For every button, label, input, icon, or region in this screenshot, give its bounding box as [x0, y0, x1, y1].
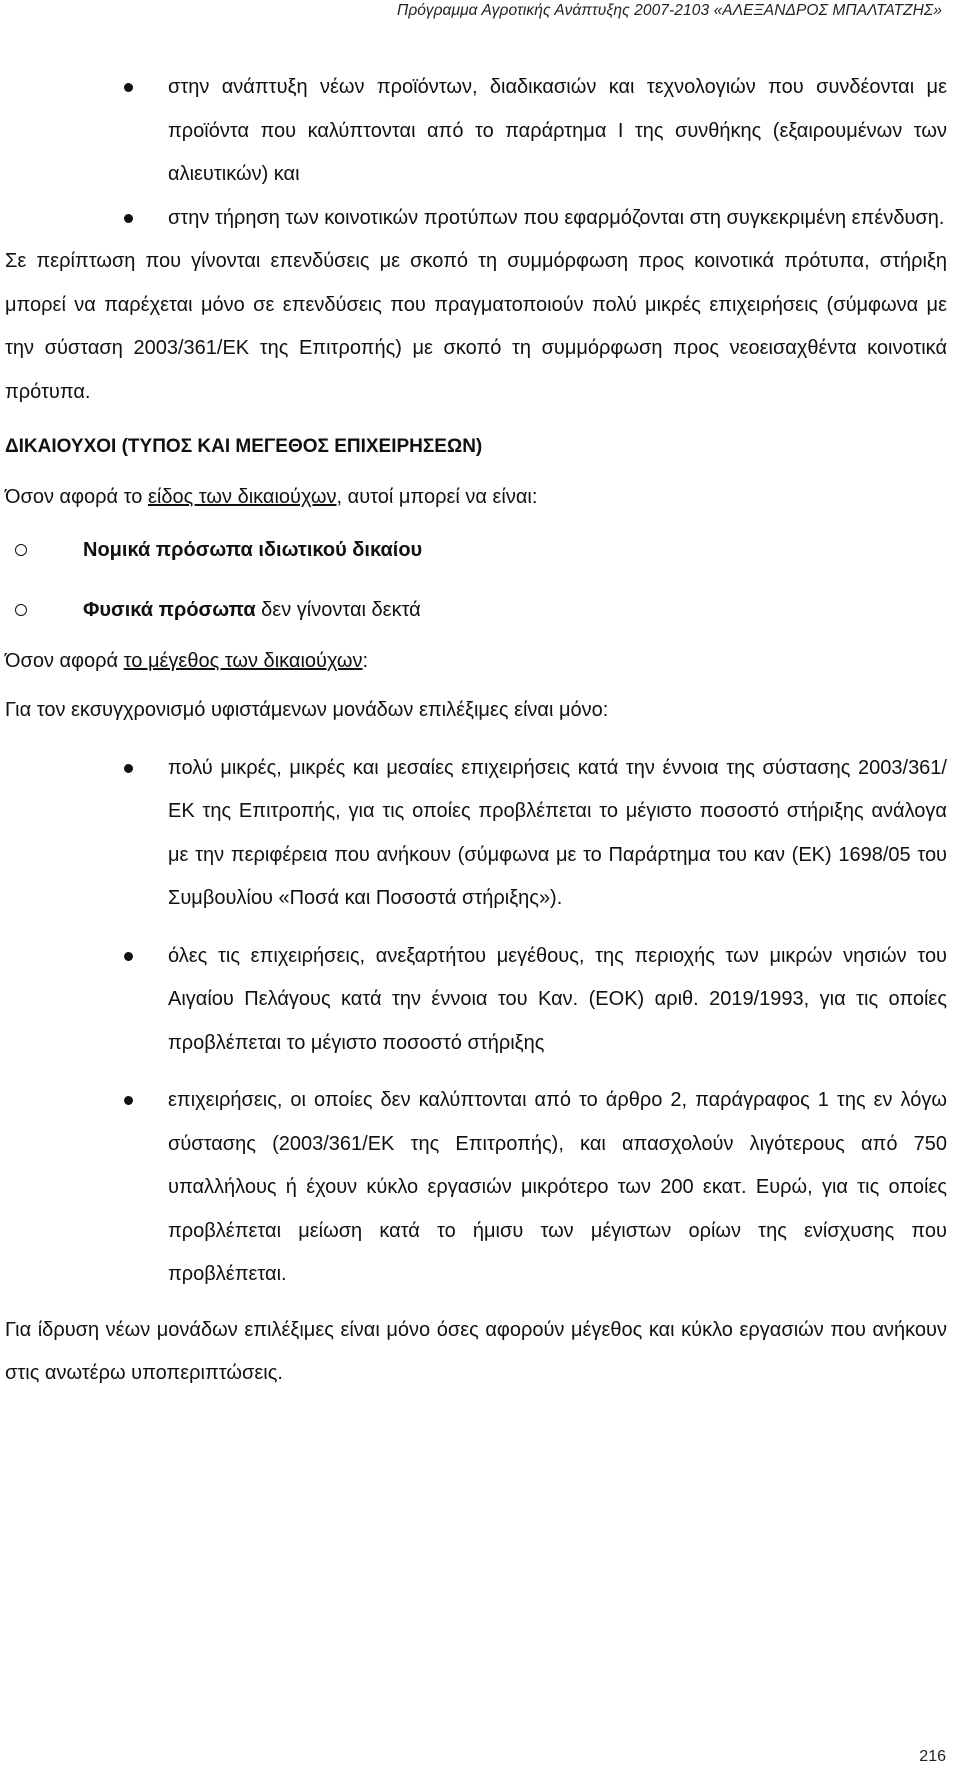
circle-bullet-icon: [15, 544, 27, 556]
bullet-icon: [124, 952, 133, 961]
intro-prefix: Όσον αφορά: [5, 649, 124, 672]
intro-suffix: , αυτοί μπορεί να είναι:: [336, 486, 538, 508]
list-item-text: στην ανάπτυξη νέων προϊόντων, διαδικασιών και τεχνολογιών που συνδέονται με προϊόντα που καλύπτονται από το παράρτημα Ι της συνθήκης (εξαιρουμένων των αλιευτικών) και: [168, 76, 947, 185]
underlined-term: το μέγεθος των δικαιούχων: [123, 649, 363, 672]
list-item-text: στην τήρηση των κοινοτικών προτύπων που εφαρμόζονται στη συγκεκριμένη επένδυση.: [168, 206, 945, 229]
beneficiary-type-intro: [5, 476, 959, 520]
bullet-icon: [124, 214, 133, 223]
intro-prefix: Όσον αφορά το: [5, 486, 148, 508]
bullet-icon: [124, 83, 133, 92]
circle-bullet-icon: [15, 604, 27, 616]
new-units-paragraph: Για ίδρυση νέων μονάδων επιλέξιμες είναι μόνο όσες αφορούν μέγεθος και κύκλο εργασιών που ανήκουν στις ανωτέρω υποπεριπτώσεις.: [5, 1318, 947, 1384]
list-item: [5, 935, 959, 1066]
page-number: 216: [919, 1748, 946, 1765]
list-item: [5, 520, 959, 580]
list-item-text: πολύ μικρές, μικρές και μεσαίες επιχειρήσεις κατά την έννοια της σύστασης 2003/361/ΕΚ της Επιτροπής, για τις οποίες προβλέπεται το μέγιστο ποσοστό στήριξης ανάλογα με την περιφέρεια που ανήκουν (σύμφωνα με το Παράρτημα του καν (ΕΚ) 1698/05 του Συμβουλίου «Ποσά και Ποσοστά στήριξης»).: [168, 756, 947, 909]
page-content: [5, 66, 959, 1396]
list-item: [5, 580, 959, 640]
list-item-bold: Νομικά πρόσωπα ιδιωτικού δικαίου: [83, 538, 423, 561]
beneficiary-size-intro: [5, 640, 959, 684]
list-item: [5, 197, 959, 241]
size-bullet-list: [5, 747, 959, 1297]
list-item-text: δεν γίνονται δεκτά: [255, 598, 421, 621]
list-item: [5, 1079, 959, 1297]
list-item: [5, 747, 959, 921]
modernisation-intro: Για τον εκσυγχρονισμό υφιστάμενων μονάδων επιλέξιμες είναι μόνο:: [5, 699, 609, 721]
section-heading: ΔΙΚΑΙΟΥΧΟΙ (ΤΥΠΟΣ ΚΑΙ ΜΕΓΕΘΟΣ ΕΠΙΧΕΙΡΗΣΕΩΝ): [5, 436, 483, 457]
beneficiary-type-list: [5, 520, 959, 640]
list-item-bold: Φυσικά πρόσωπα: [83, 598, 256, 621]
list-item: [5, 66, 959, 197]
bullet-icon: [124, 1096, 133, 1105]
underlined-term: είδος των δικαιούχων: [147, 486, 337, 508]
list-item-text: επιχειρήσεις, οι οποίες δεν καλύπτονται από το άρθρο 2, παράγραφος 1 της εν λόγω σύστασης (2003/361/ΕΚ της Επιτροπής), και απασχολούν λιγότερους από 750 υπαλλήλους ή έχουν κύκλο εργασιών μικρότερο των 200 εκατ. Ευρώ, για τις οποίες προβλέπεται μείωση κατά το ήμισυ των μέγιστων ορίων της ενίσχυσης που προβλέπεται.: [168, 1089, 947, 1285]
top-bullet-list: [5, 66, 959, 240]
intro-suffix: :: [362, 649, 369, 672]
standards-paragraph: Σε περίπτωση που γίνονται επενδύσεις με σκοπό τη συμμόρφωση προς κοινοτικά πρότυπα, στήριξη μπορεί να παρέχεται μόνο σε επενδύσεις που πραγματοποιούν πολύ μικρές επιχειρήσεις (σύμφωνα με την σύσταση 2003/361/ΕΚ της Επιτροπής) με σκοπό τη συμμόρφωση προς νεοεισαχθέντα κοινοτικά πρότυπα.: [5, 250, 947, 403]
list-item-text: όλες τις επιχειρήσεις, ανεξαρτήτου μεγέθους, της περιοχής των μικρών νησιών του Αιγαίου Πελάγους κατά την έννοια του Καν. (ΕΟΚ) αριθ. 2019/1993, για τις οποίες προβλέπεται το μέγιστο ποσοστό στήριξης: [168, 944, 947, 1054]
bullet-icon: [124, 764, 133, 773]
running-header: Πρόγραμμα Αγροτικής Ανάπτυξης 2007-2103 «ΑΛΕΞΑΝΔΡΟΣ ΜΠΑΛΤΑΤΖΗΣ»: [396, 2, 942, 19]
